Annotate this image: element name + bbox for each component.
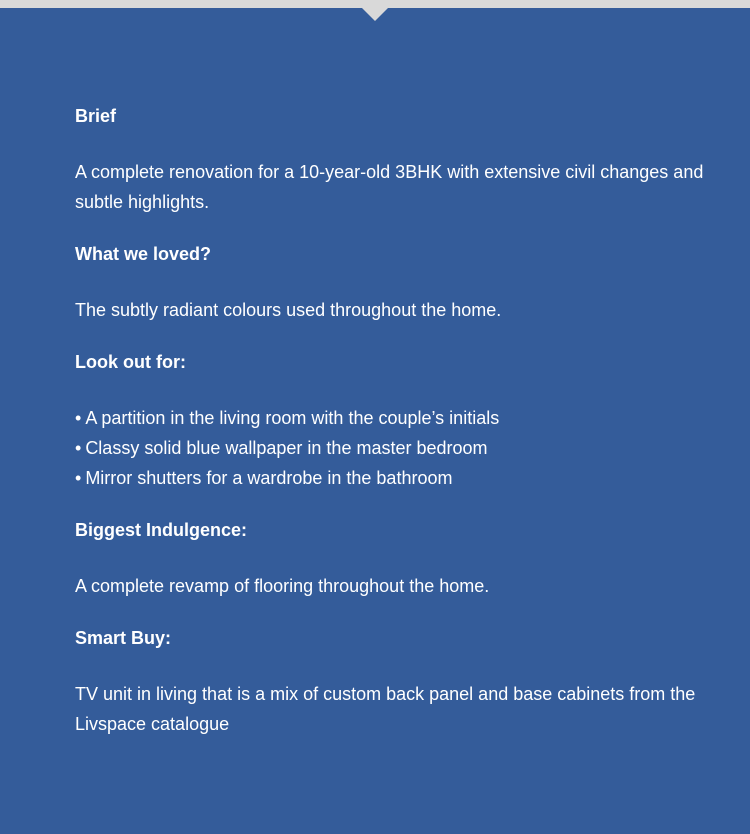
section-heading: Smart Buy: xyxy=(75,628,172,648)
section-heading: Look out for: xyxy=(75,352,186,372)
list-item: • Classy solid blue wallpaper in the master bedroom xyxy=(75,433,715,463)
section-paragraph: The subtly radiant colours used throughout the home. xyxy=(75,300,502,320)
section-paragraph: A complete renovation for a 10-year-old 3BHK with extensive civil changes and subtle highlights. xyxy=(75,162,704,212)
pointer-arrow-icon xyxy=(362,8,388,21)
section-paragraph: A complete revamp of flooring throughout the home. xyxy=(75,576,490,596)
section-smart-buy xyxy=(75,625,715,739)
project-details xyxy=(75,103,715,739)
section-paragraph: TV unit in living that is a mix of custom back panel and base cabinets from the Livspace catalogue xyxy=(75,684,696,734)
section-brief xyxy=(75,103,715,241)
section-heading: Biggest Indulgence: xyxy=(75,520,248,540)
section-biggest-indulgence xyxy=(75,517,715,625)
top-bar xyxy=(0,0,750,8)
list-item: • Mirror shutters for a wardrobe in the bathroom xyxy=(75,463,715,493)
section-heading: Brief xyxy=(75,106,117,126)
section-what-we-loved xyxy=(75,241,715,349)
section-look-out-for xyxy=(75,349,715,517)
section-heading: What we loved? xyxy=(75,244,212,264)
look-out-for-list xyxy=(75,403,715,493)
list-item: • A partition in the living room with the couple’s initials xyxy=(75,403,715,433)
